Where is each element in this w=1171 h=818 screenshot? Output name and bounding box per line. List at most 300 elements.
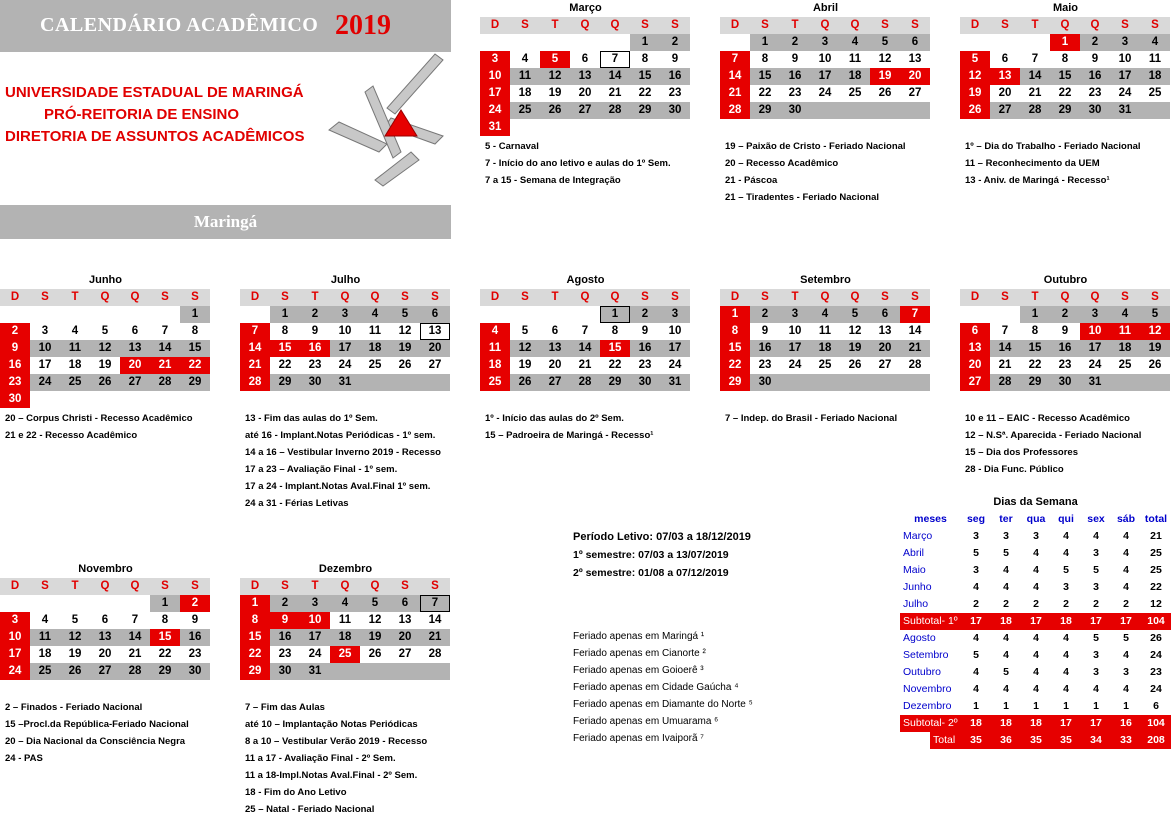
day-cell[interactable]: 17 [480,85,510,102]
day-cell[interactable]: 7 [720,51,750,68]
day-cell[interactable]: 22 [638,87,652,99]
day-cell[interactable]: 26 [90,374,120,391]
day-cell[interactable]: 24 [308,648,322,660]
day-cell[interactable]: 23 [758,359,772,371]
day-cell[interactable]: 7 [1031,53,1039,65]
day-cell[interactable]: 23 [278,648,292,660]
day-cell[interactable]: 24 [30,374,60,391]
day-cell[interactable]: 15 [720,340,750,357]
day-cell[interactable]: 5 [870,34,900,51]
day-cell[interactable]: 7 [1001,325,1009,337]
day-cell[interactable]: 11 [848,53,862,65]
day-cell[interactable]: 12 [398,325,412,337]
day-cell[interactable]: 22 [180,357,210,374]
day-cell[interactable]: 13 [540,340,570,357]
day-cell[interactable]: 25 [1148,87,1162,99]
day-cell[interactable]: 8 [641,53,649,65]
day-cell[interactable]: 28 [240,374,270,391]
day-cell[interactable]: 25 [510,102,540,119]
day-cell[interactable]: 30 [270,663,300,680]
day-cell[interactable]: 8 [1031,325,1039,337]
day-cell[interactable]: 27 [120,374,150,391]
day-cell[interactable]: 23 [0,374,30,391]
day-cell[interactable]: 18 [480,357,510,374]
day-cell[interactable]: 5 [1140,306,1170,323]
day-cell[interactable]: 4 [521,53,529,65]
day-cell[interactable]: 1 [720,306,750,323]
day-cell[interactable]: 29 [1020,374,1050,391]
day-cell[interactable]: 25 [480,374,510,391]
day-cell[interactable]: 28 [990,374,1020,391]
day-cell[interactable]: 12 [510,340,540,357]
day-cell[interactable]: 12 [90,340,120,357]
day-cell[interactable]: 15 [270,340,300,357]
day-cell[interactable]: 6 [581,53,589,65]
day-cell[interactable]: 4 [1110,306,1140,323]
day-cell[interactable]: 28 [720,102,750,119]
day-cell[interactable]: 20 [870,340,900,357]
day-cell[interactable]: 6 [551,325,559,337]
day-cell[interactable]: 1 [600,306,630,323]
day-cell[interactable]: 7 [581,325,589,337]
day-cell[interactable]: 26 [60,663,90,680]
day-cell[interactable]: 10 [1118,53,1132,65]
day-cell[interactable]: 14 [150,340,180,357]
day-cell[interactable]: 7 [240,323,270,340]
day-cell[interactable]: 7 [900,306,930,323]
day-cell[interactable]: 21 [128,648,142,660]
day-cell[interactable]: 31 [330,374,360,391]
day-cell[interactable]: 22 [1058,87,1072,99]
day-cell[interactable]: 2 [750,306,780,323]
day-cell[interactable]: 2 [1080,34,1110,51]
day-cell[interactable]: 27 [398,648,412,660]
day-cell[interactable]: 20 [578,87,592,99]
day-cell[interactable]: 30 [1050,374,1080,391]
day-cell[interactable]: 21 [240,357,270,374]
day-cell[interactable]: 1 [150,595,180,612]
day-cell[interactable]: 18 [810,340,840,357]
day-cell[interactable]: 5 [840,306,870,323]
day-cell[interactable]: 25 [1118,359,1132,371]
day-cell[interactable]: 17 [1110,68,1140,85]
day-cell[interactable]: 9 [0,340,30,357]
day-cell[interactable]: 20 [960,357,990,374]
day-cell[interactable]: 21 [150,357,180,374]
day-cell[interactable]: 13 [990,68,1020,85]
day-cell[interactable]: 10 [338,325,352,337]
day-cell[interactable]: 25 [368,359,382,371]
day-cell[interactable]: 13 [120,340,150,357]
day-cell[interactable]: 10 [300,612,330,629]
day-cell[interactable]: 4 [71,325,79,337]
day-cell[interactable]: 12 [878,53,892,65]
day-cell[interactable]: 11 [1110,323,1140,340]
day-cell[interactable]: 28 [428,648,442,660]
day-cell[interactable]: 12 [60,629,90,646]
day-cell[interactable]: 21 [720,85,750,102]
day-cell[interactable]: 13 [90,629,120,646]
day-cell[interactable]: 6 [131,325,139,337]
day-cell[interactable]: 25 [848,87,862,99]
day-cell[interactable]: 6 [420,306,450,323]
day-cell[interactable]: 10 [818,53,832,65]
day-cell[interactable]: 13 [908,53,922,65]
day-cell[interactable]: 1 [630,34,660,51]
day-cell[interactable]: 8 [1061,53,1069,65]
day-cell[interactable]: 19 [98,359,112,371]
day-cell[interactable]: 29 [180,374,210,391]
day-cell[interactable]: 21 [420,629,450,646]
day-cell[interactable]: 20 [390,629,420,646]
day-cell[interactable]: 8 [761,53,769,65]
day-cell[interactable]: 13 [420,323,450,340]
day-cell[interactable]: 4 [330,595,360,612]
day-cell[interactable]: 10 [0,629,30,646]
day-cell[interactable]: 23 [1058,359,1072,371]
day-cell[interactable]: 14 [120,629,150,646]
day-cell[interactable]: 17 [300,629,330,646]
day-cell[interactable]: 24 [818,87,832,99]
day-cell[interactable]: 10 [1080,323,1110,340]
day-cell[interactable]: 20 [548,359,562,371]
day-cell[interactable]: 14 [570,340,600,357]
day-cell[interactable]: 27 [428,359,442,371]
day-cell[interactable]: 23 [638,359,652,371]
day-cell[interactable]: 8 [611,325,619,337]
day-cell[interactable]: 26 [848,359,862,371]
day-cell[interactable]: 20 [420,340,450,357]
day-cell[interactable]: 1 [270,306,300,323]
day-cell[interactable]: 29 [150,663,180,680]
day-cell[interactable]: 14 [720,68,750,85]
day-cell[interactable]: 31 [300,663,330,680]
day-cell[interactable]: 29 [720,374,750,391]
day-cell[interactable]: 28 [150,374,180,391]
day-cell[interactable]: 24 [0,663,30,680]
day-cell[interactable]: 3 [1110,34,1140,51]
day-cell[interactable]: 8 [281,325,289,337]
day-cell[interactable]: 3 [660,306,690,323]
day-cell[interactable]: 31 [1110,102,1140,119]
day-cell[interactable]: 6 [1001,53,1009,65]
day-cell[interactable]: 29 [750,102,780,119]
day-cell[interactable]: 2 [0,323,30,340]
day-cell[interactable]: 8 [720,323,750,340]
day-cell[interactable]: 13 [398,614,412,626]
day-cell[interactable]: 22 [240,646,270,663]
day-cell[interactable]: 16 [1080,68,1110,85]
day-cell[interactable]: 19 [68,648,82,660]
day-cell[interactable]: 15 [240,629,270,646]
day-cell[interactable]: 17 [0,646,30,663]
day-cell[interactable]: 24 [338,359,352,371]
day-cell[interactable]: 26 [510,374,540,391]
day-cell[interactable]: 20 [998,87,1012,99]
day-cell[interactable]: 30 [0,391,30,408]
day-cell[interactable]: 27 [540,374,570,391]
day-cell[interactable]: 9 [641,325,649,337]
day-cell[interactable]: 2 [300,306,330,323]
day-cell[interactable]: 11 [1148,53,1162,65]
day-cell[interactable]: 17 [660,340,690,357]
day-cell[interactable]: 17 [810,68,840,85]
day-cell[interactable]: 2 [660,34,690,51]
day-cell[interactable]: 30 [300,374,330,391]
day-cell[interactable]: 15 [630,68,660,85]
day-cell[interactable]: 10 [30,340,60,357]
day-cell[interactable]: 21 [578,359,592,371]
day-cell[interactable]: 21 [608,87,622,99]
day-cell[interactable]: 9 [761,325,769,337]
day-cell[interactable]: 30 [180,663,210,680]
day-cell[interactable]: 19 [1140,340,1170,357]
day-cell[interactable]: 26 [398,359,412,371]
day-cell[interactable]: 7 [161,325,169,337]
day-cell[interactable]: 9 [1061,325,1069,337]
day-cell[interactable]: 14 [990,340,1020,357]
day-cell[interactable]: 3 [810,34,840,51]
day-cell[interactable]: 18 [360,340,390,357]
day-cell[interactable]: 2 [270,595,300,612]
day-cell[interactable]: 18 [518,87,532,99]
day-cell[interactable]: 16 [630,340,660,357]
day-cell[interactable]: 27 [90,663,120,680]
day-cell[interactable]: 15 [180,340,210,357]
day-cell[interactable]: 12 [368,614,382,626]
day-cell[interactable]: 10 [480,68,510,85]
day-cell[interactable]: 23 [668,87,682,99]
day-cell[interactable]: 23 [788,87,802,99]
day-cell[interactable]: 25 [330,646,360,663]
day-cell[interactable]: 6 [390,595,420,612]
day-cell[interactable]: 11 [368,325,382,337]
day-cell[interactable]: 25 [818,359,832,371]
day-cell[interactable]: 30 [1080,102,1110,119]
day-cell[interactable]: 22 [608,359,622,371]
day-cell[interactable]: 5 [960,51,990,68]
day-cell[interactable]: 24 [480,102,510,119]
day-cell[interactable]: 1 [750,34,780,51]
day-cell[interactable]: 21 [1028,87,1042,99]
day-cell[interactable]: 24 [1088,359,1102,371]
day-cell[interactable]: 12 [960,68,990,85]
day-cell[interactable]: 16 [270,629,300,646]
day-cell[interactable]: 5 [360,595,390,612]
day-cell[interactable]: 22 [278,359,292,371]
day-cell[interactable]: 2 [630,306,660,323]
day-cell[interactable]: 18 [1110,340,1140,357]
day-cell[interactable]: 9 [791,53,799,65]
day-cell[interactable]: 14 [428,614,442,626]
day-cell[interactable]: 31 [1080,374,1110,391]
day-cell[interactable]: 29 [270,374,300,391]
day-cell[interactable]: 24 [668,359,682,371]
day-cell[interactable]: 29 [1050,102,1080,119]
day-cell[interactable]: 14 [908,325,922,337]
day-cell[interactable]: 11 [480,340,510,357]
day-cell[interactable]: 16 [1050,340,1080,357]
day-cell[interactable]: 6 [900,34,930,51]
day-cell[interactable]: 1 [1050,34,1080,51]
day-cell[interactable]: 26 [540,102,570,119]
day-cell[interactable]: 28 [570,374,600,391]
day-cell[interactable]: 1 [180,306,210,323]
day-cell[interactable]: 19 [870,68,900,85]
day-cell[interactable]: 18 [68,359,82,371]
day-cell[interactable]: 20 [120,357,150,374]
day-cell[interactable]: 9 [270,612,300,629]
day-cell[interactable]: 8 [191,325,199,337]
day-cell[interactable]: 1 [1020,306,1050,323]
day-cell[interactable]: 30 [630,374,660,391]
day-cell[interactable]: 22 [1028,359,1042,371]
day-cell[interactable]: 6 [101,614,109,626]
day-cell[interactable]: 29 [630,102,660,119]
day-cell[interactable]: 27 [570,102,600,119]
day-cell[interactable]: 31 [480,119,510,136]
day-cell[interactable]: 19 [840,340,870,357]
day-cell[interactable]: 23 [1088,87,1102,99]
day-cell[interactable]: 11 [30,629,60,646]
day-cell[interactable]: 12 [848,325,862,337]
day-cell[interactable]: 27 [960,374,990,391]
day-cell[interactable]: 11 [818,325,832,337]
day-cell[interactable]: 8 [240,612,270,629]
day-cell[interactable]: 4 [810,306,840,323]
day-cell[interactable]: 16 [0,357,30,374]
day-cell[interactable]: 28 [908,359,922,371]
day-cell[interactable]: 16 [780,68,810,85]
day-cell[interactable]: 18 [840,68,870,85]
day-cell[interactable]: 18 [330,629,360,646]
day-cell[interactable]: 2 [780,34,810,51]
day-cell[interactable]: 1 [240,595,270,612]
day-cell[interactable]: 3 [480,51,510,68]
day-cell[interactable]: 4 [41,614,49,626]
day-cell[interactable]: 4 [480,323,510,340]
day-cell[interactable]: 17 [780,340,810,357]
day-cell[interactable]: 25 [30,663,60,680]
day-cell[interactable]: 11 [60,340,90,357]
day-cell[interactable]: 6 [960,323,990,340]
day-cell[interactable]: 4 [1140,34,1170,51]
day-cell[interactable]: 22 [720,357,750,374]
day-cell[interactable]: 12 [1140,323,1170,340]
day-cell[interactable]: 12 [540,68,570,85]
day-cell[interactable]: 9 [1091,53,1099,65]
day-cell[interactable]: 14 [240,340,270,357]
day-cell[interactable]: 3 [0,612,30,629]
day-cell[interactable]: 29 [240,663,270,680]
day-cell[interactable]: 19 [548,87,562,99]
day-cell[interactable]: 11 [510,68,540,85]
day-cell[interactable]: 22 [158,648,172,660]
day-cell[interactable]: 20 [98,648,112,660]
day-cell[interactable]: 16 [750,340,780,357]
day-cell[interactable]: 3 [780,306,810,323]
day-cell[interactable]: 14 [600,68,630,85]
day-cell[interactable]: 15 [750,68,780,85]
day-cell[interactable]: 2 [180,595,210,612]
day-cell[interactable]: 9 [311,325,319,337]
day-cell[interactable]: 28 [600,102,630,119]
day-cell[interactable]: 28 [1020,102,1050,119]
day-cell[interactable]: 28 [120,663,150,680]
day-cell[interactable]: 15 [150,629,180,646]
day-cell[interactable]: 10 [788,325,802,337]
day-cell[interactable]: 17 [1080,340,1110,357]
day-cell[interactable]: 7 [131,614,139,626]
day-cell[interactable]: 8 [161,614,169,626]
day-cell[interactable]: 4 [840,34,870,51]
day-cell[interactable]: 4 [360,306,390,323]
day-cell[interactable]: 9 [671,53,679,65]
day-cell[interactable]: 13 [960,340,990,357]
day-cell[interactable]: 30 [750,374,780,391]
day-cell[interactable]: 18 [1140,68,1170,85]
day-cell[interactable]: 5 [101,325,109,337]
day-cell[interactable]: 7 [600,51,630,68]
day-cell[interactable]: 16 [300,340,330,357]
day-cell[interactable]: 21 [998,359,1012,371]
day-cell[interactable]: 29 [600,374,630,391]
day-cell[interactable]: 22 [758,87,772,99]
day-cell[interactable]: 19 [390,340,420,357]
day-cell[interactable]: 26 [1148,359,1162,371]
day-cell[interactable]: 20 [900,68,930,85]
day-cell[interactable]: 17 [38,359,52,371]
day-cell[interactable]: 27 [878,359,892,371]
day-cell[interactable]: 23 [308,359,322,371]
day-cell[interactable]: 17 [330,340,360,357]
day-cell[interactable]: 18 [38,648,52,660]
day-cell[interactable]: 13 [878,325,892,337]
day-cell[interactable]: 26 [960,102,990,119]
day-cell[interactable]: 24 [1118,87,1132,99]
day-cell[interactable]: 30 [660,102,690,119]
day-cell[interactable]: 16 [660,68,690,85]
day-cell[interactable]: 5 [540,51,570,68]
day-cell[interactable]: 19 [518,359,532,371]
day-cell[interactable]: 3 [41,325,49,337]
day-cell[interactable]: 27 [908,87,922,99]
day-cell[interactable]: 14 [1020,68,1050,85]
day-cell[interactable]: 15 [1050,68,1080,85]
day-cell[interactable]: 26 [878,87,892,99]
day-cell[interactable]: 3 [1080,306,1110,323]
day-cell[interactable]: 31 [660,374,690,391]
day-cell[interactable]: 15 [1020,340,1050,357]
day-cell[interactable]: 16 [180,629,210,646]
day-cell[interactable]: 5 [71,614,79,626]
day-cell[interactable]: 3 [300,595,330,612]
day-cell[interactable]: 23 [188,648,202,660]
day-cell[interactable]: 15 [600,340,630,357]
day-cell[interactable]: 27 [990,102,1020,119]
day-cell[interactable]: 26 [368,648,382,660]
day-cell[interactable]: 19 [360,629,390,646]
day-cell[interactable]: 19 [960,85,990,102]
day-cell[interactable]: 11 [338,614,352,626]
day-cell[interactable]: 13 [570,68,600,85]
day-cell[interactable]: 2 [1050,306,1080,323]
day-cell[interactable]: 30 [780,102,810,119]
day-cell[interactable]: 9 [191,614,199,626]
day-cell[interactable]: 10 [668,325,682,337]
day-cell[interactable]: 21 [900,340,930,357]
day-cell[interactable]: 24 [788,359,802,371]
